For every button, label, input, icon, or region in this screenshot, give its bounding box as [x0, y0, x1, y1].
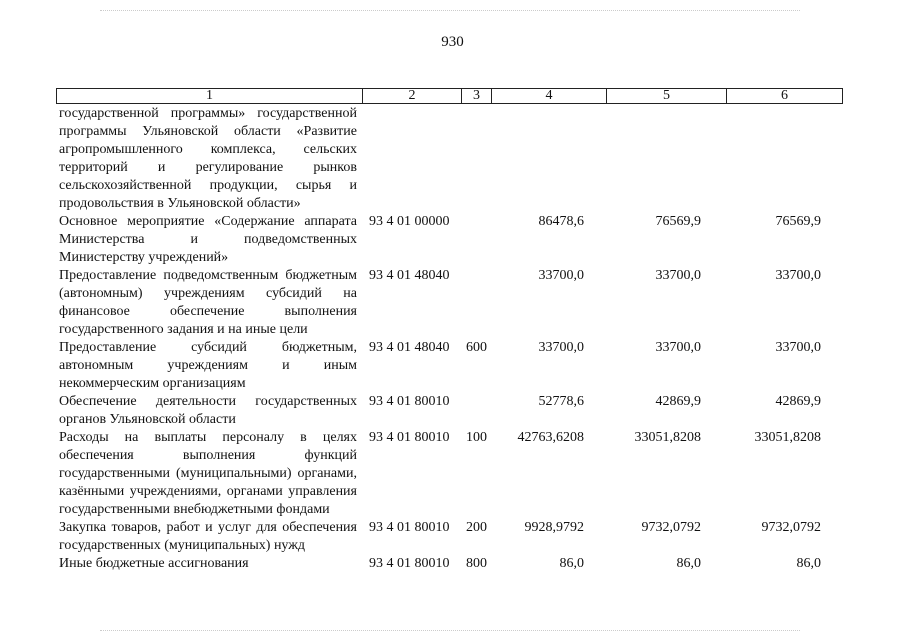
row-code: 93 4 01 80010 [369, 556, 450, 571]
row-value-col5: 33700,0 [655, 268, 701, 283]
row-value-col4: 86478,6 [538, 214, 584, 229]
scan-artifact-bottom [100, 630, 800, 633]
row-value-col5: 76569,9 [655, 214, 701, 229]
row-description: государственной программы» государственной программы Ульяновской области «Развитие агропромышленного комплекса, сельских территорий и регулирование рынков сельскохозяйственной продукции, сырья и продовольствия в Ульяновской области» [59, 106, 357, 211]
header-col-3: 3 [462, 89, 492, 103]
row-value-col6: 42869,9 [775, 394, 821, 409]
row-description: Предоставление подведомственным бюджетным (автономным) учреждениям субсидий на финансовое обеспечение выполнения государственного задания и на иные цели [59, 268, 357, 337]
table-row [0, 519, 905, 555]
row-description: Закупка товаров, работ и услуг для обеспечения государственных (муниципальных) нужд [59, 520, 357, 553]
page-number: 930 [441, 34, 464, 50]
header-col-4: 4 [492, 89, 607, 103]
row-value-col6: 76569,9 [775, 214, 821, 229]
table-body [0, 105, 905, 573]
row-expense-type: 600 [466, 340, 487, 355]
table-row [0, 267, 905, 339]
row-expense-type: 200 [466, 520, 487, 535]
row-value-col4: 52778,6 [538, 394, 584, 409]
table-row [0, 555, 905, 573]
row-code: 93 4 01 48040 [369, 268, 450, 283]
table-row [0, 213, 905, 267]
table-header [56, 88, 843, 104]
row-value-col6: 9732,0792 [761, 520, 821, 535]
row-code: 93 4 01 00000 [369, 214, 450, 229]
table-row [0, 339, 905, 393]
row-value-col4: 33700,0 [538, 340, 584, 355]
row-value-col4: 86,0 [559, 556, 584, 571]
table-row [0, 105, 905, 213]
row-value-col5: 9732,0792 [641, 520, 701, 535]
table-row [0, 429, 905, 519]
row-value-col6: 33700,0 [775, 340, 821, 355]
row-description: Основное мероприятие «Содержание аппарата Министерства и подведомственных Министерству учреждений» [59, 214, 357, 265]
row-value-col5: 42869,9 [655, 394, 701, 409]
table-row [0, 393, 905, 429]
row-description: Расходы на выплаты персоналу в целях обеспечения выполнения функций государственными (муниципальными) органами, казёнными учреждениями, органами управления государственными внебюджетными фондами [59, 430, 357, 517]
header-col-5: 5 [607, 89, 727, 103]
row-code: 93 4 01 80010 [369, 394, 450, 409]
row-value-col5: 86,0 [676, 556, 701, 571]
row-value-col5: 33051,8208 [634, 430, 701, 445]
row-value-col4: 9928,9792 [524, 520, 584, 535]
row-code: 93 4 01 48040 [369, 340, 450, 355]
row-code: 93 4 01 80010 [369, 430, 450, 445]
row-expense-type: 100 [466, 430, 487, 445]
scan-artifact-top [100, 10, 800, 13]
header-col-1: 1 [57, 89, 363, 103]
row-code: 93 4 01 80010 [369, 520, 450, 535]
row-value-col6: 86,0 [796, 556, 821, 571]
header-col-6: 6 [781, 88, 788, 103]
row-value-col6: 33700,0 [775, 268, 821, 283]
row-value-col6: 33051,8208 [754, 430, 821, 445]
row-description: Предоставление субсидий бюджетным, автономным учреждениям и иным некоммерческим организациям [59, 340, 357, 391]
row-value-col4: 42763,6208 [517, 430, 584, 445]
header-col-2: 2 [363, 89, 462, 103]
row-value-col4: 33700,0 [538, 268, 584, 283]
row-description: Иные бюджетные ассигнования [59, 556, 249, 571]
row-value-col5: 33700,0 [655, 340, 701, 355]
row-description: Обеспечение деятельности государственных органов Ульяновской области [59, 394, 357, 427]
row-expense-type: 800 [466, 556, 487, 571]
